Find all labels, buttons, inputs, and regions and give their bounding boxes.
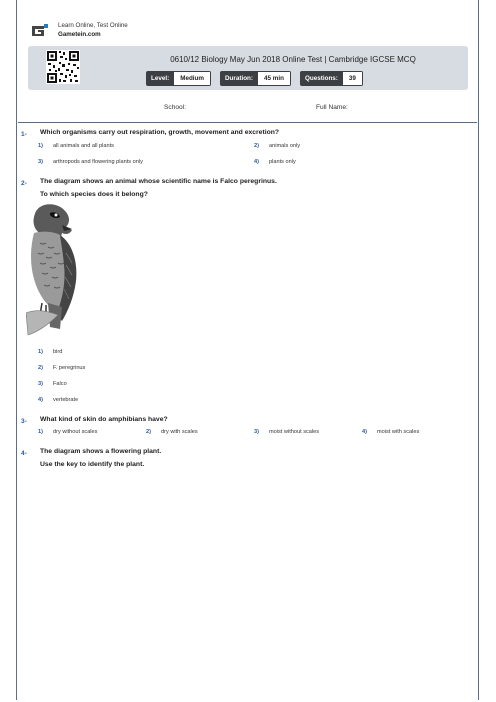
brand-site[interactable]: Gametein.com	[58, 31, 101, 38]
option-number: 2)	[146, 429, 151, 435]
level-value: Medium	[174, 71, 211, 86]
option-text[interactable]: arthropods and flowering plants only	[53, 159, 143, 165]
question-text: The diagram shows an animal whose scientific name is Falco peregrinus.	[40, 178, 277, 185]
option-number: 3)	[38, 159, 43, 165]
option-text[interactable]: vertebrate	[53, 397, 79, 403]
option-number: 3)	[254, 429, 259, 435]
question-subtext: Use the key to identify the plant.	[40, 461, 145, 468]
option-text[interactable]: moist without scales	[269, 429, 320, 435]
question-text: Which organisms carry out respiration, growth, movement and excretion?	[40, 129, 280, 136]
question-number: 3-	[21, 418, 27, 425]
questions-pill	[300, 71, 363, 86]
questions-label: Questions:	[300, 71, 343, 86]
option-text[interactable]: plants only	[269, 159, 296, 165]
duration-value: 45 min	[258, 71, 291, 86]
questions-value: 39	[343, 71, 363, 86]
option-text[interactable]: moist with scales	[377, 429, 420, 435]
option-number: 1)	[38, 349, 43, 355]
header-divider	[18, 122, 477, 123]
duration-pill	[220, 71, 291, 86]
page-frame	[16, 0, 479, 700]
question-number: 2-	[21, 180, 27, 187]
full-name-field[interactable]: Full Name:	[316, 104, 348, 111]
option-number: 4)	[38, 397, 43, 403]
option-text[interactable]: all animals and all plants	[53, 143, 114, 149]
option-number: 3)	[38, 381, 43, 387]
question-number: 4-	[21, 450, 27, 457]
option-number: 2)	[254, 143, 259, 149]
option-text[interactable]: Falco	[53, 381, 67, 387]
level-label: Level:	[146, 71, 174, 86]
option-number: 4)	[362, 429, 367, 435]
option-text[interactable]: bird	[53, 349, 63, 355]
question-number: 1-	[21, 131, 27, 138]
gametein-logo-icon	[30, 24, 48, 38]
option-number: 4)	[254, 159, 259, 165]
school-field[interactable]: School:	[164, 104, 186, 111]
question-subtext: To which species does it belong?	[40, 191, 148, 198]
falcon-illustration	[26, 203, 98, 336]
option-text[interactable]: F. peregrinus	[53, 365, 86, 371]
option-text[interactable]: dry with scales	[161, 429, 198, 435]
test-title: 0610/12 Biology May Jun 2018 Online Test | Cambridge IGCSE MCQ	[170, 55, 416, 64]
level-pill	[146, 71, 211, 86]
duration-label: Duration:	[220, 71, 258, 86]
question-text: The diagram shows a flowering plant.	[40, 448, 162, 455]
option-number: 1)	[38, 429, 43, 435]
brand-tagline: Learn Online, Test Online	[58, 22, 128, 29]
option-text[interactable]: dry without scales	[53, 429, 98, 435]
option-number: 1)	[38, 143, 43, 149]
question-text: What kind of skin do amphibians have?	[40, 416, 168, 423]
option-text[interactable]: animals only	[269, 143, 301, 149]
option-number: 2)	[38, 365, 43, 371]
test-header	[28, 46, 468, 90]
